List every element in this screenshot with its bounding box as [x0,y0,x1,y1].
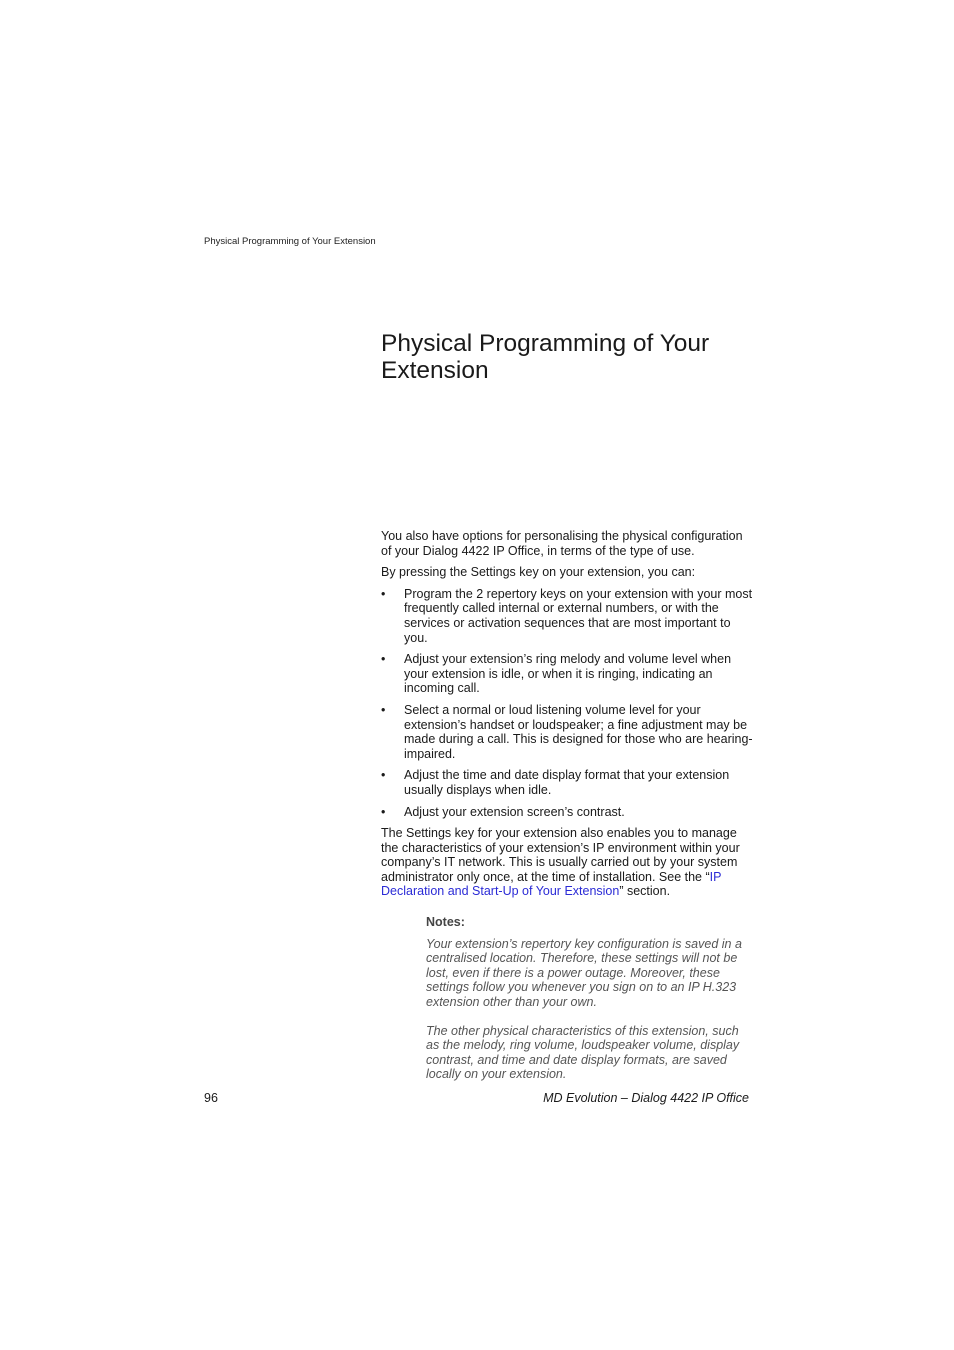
note-text: Your extension’s repertory key configuration is saved in a centralised location. Therefore, these settings will not be lost, even if there is a power outage. Moreover, these settings follow you whenever you sign on to an IP H.323 extension other than your own. [426,936,742,1010]
list-item-text: Adjust your extension screen’s contrast. [404,804,625,819]
intro-paragraph: You also have options for personalising the physical configuration of your Dialog 4422 IP Office, in terms of the type of use. [381,529,743,558]
bullet-icon: • [381,586,386,601]
notes-title: Notes: [426,915,465,930]
list-item-text: Adjust the time and date display format that your extension usually displays when idle. [404,768,730,797]
list-item-text: Program the 2 repertory keys on your extension with your most frequently called internal or external numbers, or with the services or activation sequences that are most important to you. [404,586,753,645]
list-item-text: Adjust your extension’s ring melody and volume level when your extension is idle, or when it is ringing, indicating an incoming call. [404,652,732,696]
settings-bullet-list [381,587,753,819]
list-item [381,652,753,696]
list-item-text: Select a normal or loud listening volume level for your extension’s handset or loudspeaker; a fine adjustment may be made during a call. This is designed for those who are hearing-impaired. [404,702,753,761]
page-title: Physical Programming of Your Extension [381,330,710,384]
settings-key-paragraph [381,826,753,899]
lead-in-paragraph: By pressing the Settings key on your extension, you can: [381,565,696,580]
list-item [381,768,753,797]
bullet-icon: • [381,768,386,783]
list-item [381,805,753,820]
notes-block [426,915,744,1082]
ip-declaration-link[interactable]: IP Declaration and Start-Up of Your Extension [381,869,722,899]
page-number: 96 [204,1091,218,1105]
list-item [381,587,753,645]
footer-doc-title: MD Evolution – Dialog 4422 IP Office [543,1091,749,1105]
running-header: Physical Programming of Your Extension [204,236,376,247]
settings-text-after: ” section. [619,884,671,899]
body-column [381,529,753,1096]
list-item [381,703,753,761]
bullet-icon: • [381,702,386,717]
bullet-icon: • [381,804,386,819]
settings-text-before: The Settings key for your extension also enables you to manage the characteristics of your extension’s IP environment within your company’s IT network. This is usually carried out by your system administrator only once, at the time of installation. See the “ [381,826,740,884]
bullet-icon: • [381,652,386,667]
note-text: The other physical characteristics of this extension, such as the melody, ring volume, loudspeaker volume, display contrast, and time and date display formats, are saved locally on your extension. [426,1023,740,1082]
